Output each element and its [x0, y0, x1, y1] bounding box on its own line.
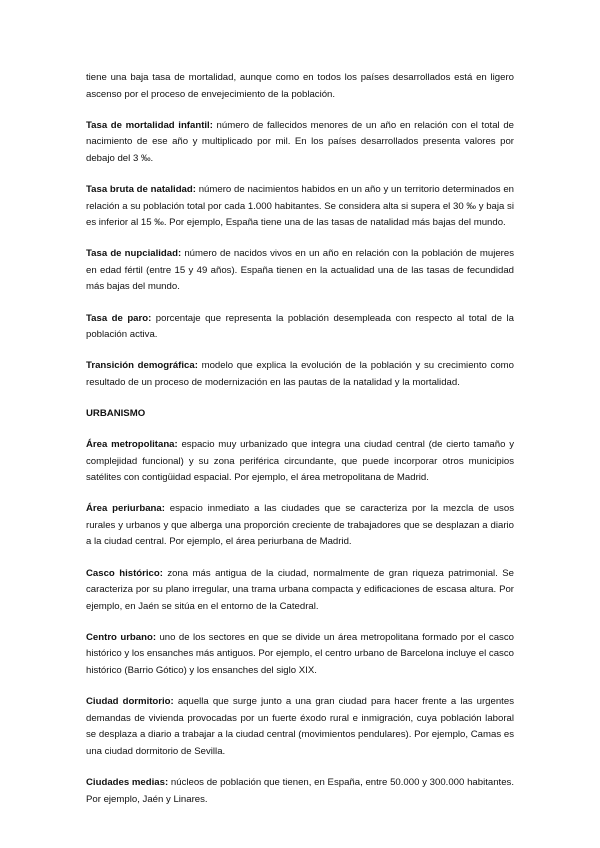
- definition-text: número de fallecidos menores de un año en relación con el total de nacimiento de ese año y multiplicado por mil. En los países desarrollados presenta valores por debajo del 3 ‰.: [86, 119, 514, 164]
- definition-ciudades-medias: [86, 775, 514, 808]
- definition-text: número de nacidos vivos en un año en relación con la población de mujeres en edad fértil (entre 15 y 49 años). España tienen en la actualidad una de las tasas de fecundidad más bajas del mundo.: [86, 248, 514, 293]
- definition-term: Área periurbana:: [86, 503, 165, 515]
- definition-text: zona más antigua de la ciudad, normalmente de gran riqueza patrimonial. Se caracteriza por su plano irregular, una trama urbana compacta y edificaciones de escasa altura. Por ejemplo, en Jaén se sitúa en el entorno de la Catedral.: [86, 567, 514, 612]
- definition-term: Tasa de mortalidad infantil:: [86, 119, 213, 131]
- definition-text: núcleos de población que tienen, en España, entre 50.000 y 300.000 habitantes. Por ejemplo, Jaén y Linares.: [86, 777, 515, 805]
- definition-term: Área metropolitana:: [86, 439, 178, 450]
- definition-casco-historico: [86, 566, 514, 616]
- definition-text: porcentaje que representa la población desempleada con respecto al total de la población activa.: [86, 312, 514, 341]
- document-body: [86, 70, 514, 823]
- definition-term: Ciudad dormitorio:: [86, 696, 174, 708]
- definition-transicion-demografica: [86, 358, 514, 391]
- definition-area-metropolitana: [86, 437, 514, 487]
- definition-term: Ciudades medias:: [86, 777, 169, 788]
- definition-term: Tasa de nupcialidad:: [86, 248, 182, 260]
- definition-text: espacio inmediato a las ciudades que se caracteriza por la mezcla de usos rurales y urbanos y que alberga una proporción creciente de trabajadores que se desplazan a diario a la ciudad central. Por ejemplo, el área periurbana de Madrid.: [86, 503, 514, 548]
- section-heading: URBANISMO: [86, 407, 146, 419]
- definition-term: Casco histórico:: [86, 567, 163, 579]
- definition-ciudad-dormitorio: [86, 694, 514, 760]
- definition-mortalidad-infantil: [86, 118, 514, 168]
- definition-term: Transición demográfica:: [86, 360, 198, 372]
- definition-nupcialidad: [86, 246, 514, 296]
- intro-paragraph: tiene una baja tasa de mortalidad, aunque como en todos los países desarrollados está en ligero ascenso por el proceso de envejecimiento de la población.: [86, 72, 514, 100]
- definition-natalidad: [86, 182, 514, 232]
- definition-text: modelo que explica la evolución de la población y su crecimiento como resultado de un proceso de modernización en las pautas de la natalidad y la mortalidad.: [86, 360, 514, 388]
- definition-centro-urbano: [86, 630, 514, 680]
- definition-text: espacio muy urbanizado que integra una ciudad central (de cierto tamaño y complejidad funcional) y su zona periférica circundante, que puede incorporar otros municipios satélites con contigüidad espacial. Por ejemplo, el área metropolitana de Madrid.: [86, 439, 514, 484]
- definition-text: aquella que surge junto a una gran ciudad para hacer frente a las urgentes demandas de vivienda provocadas por un fuerte éxodo rural e inmigración, cuya población laboral se desplaza a diario a trabajar a la ciudad central (movimientos pendulares). Por ejemplo, Camas es una ciudad dormitorio de Sevilla.: [86, 696, 514, 757]
- definition-term: Tasa bruta de natalidad:: [86, 183, 196, 195]
- definition-term: Centro urbano:: [86, 631, 157, 643]
- definition-term: Tasa de paro:: [86, 312, 152, 324]
- definition-area-periurbana: [86, 501, 514, 551]
- definition-text: uno de los sectores en que se divide un área metropolitana formado por el casco histórico y los ensanches más antiguos. Por ejemplo, el centro urbano de Barcelona incluye el casco histórico (Barrio Gótico) y los ensanches del siglo XIX.: [86, 631, 514, 677]
- definition-text: número de nacimientos habidos en un año y un territorio determinados en relación a su población total por cada 1.000 habitantes. Se considera alta si supera el 30 ‰ y baja si es inferior al 15 ‰. Por ejemplo, España tiene una de las tasas de natalidad más bajas del mundo.: [86, 183, 514, 229]
- definition-paro: [86, 311, 514, 344]
